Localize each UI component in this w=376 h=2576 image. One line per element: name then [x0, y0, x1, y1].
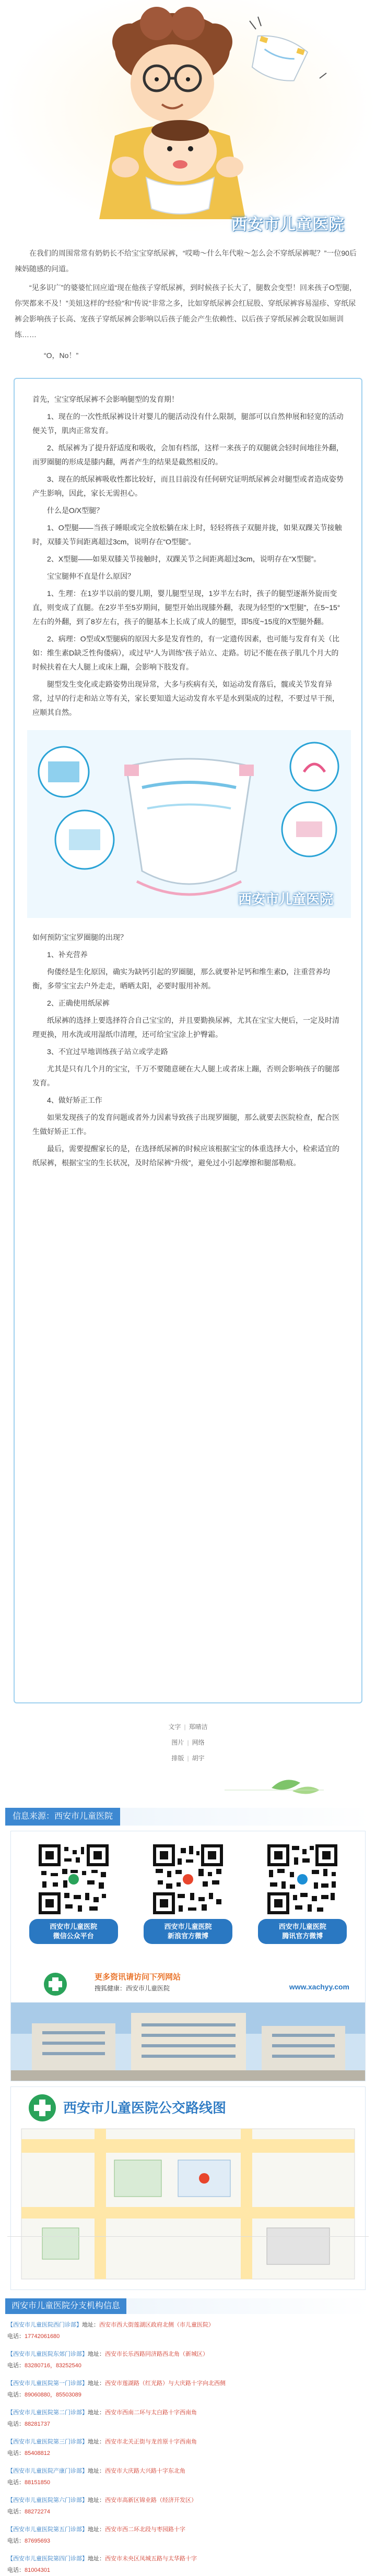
branch-name-row	[7, 2436, 369, 2448]
branch-address: 西安市大庆路大兴路十字东北角	[105, 2468, 185, 2474]
hospital-logo-icon	[27, 2092, 58, 2124]
branch-name-row	[7, 2553, 369, 2565]
addr-label: 地址：	[88, 2497, 105, 2503]
addr-label: 地址：	[82, 2322, 99, 2328]
branch-list	[0, 2314, 376, 2576]
qr-caption-line2: 腾讯官方微博	[282, 1932, 323, 1940]
branch-phone[interactable]: 17742061680	[25, 2333, 60, 2340]
map-image	[21, 2129, 355, 2279]
addr-label: 地址：	[88, 2380, 105, 2387]
branch-address: 西安市莲湖路（红光路）与大庆路十字向北西侧	[105, 2380, 226, 2387]
branch-name-row	[7, 2378, 369, 2389]
article-subheading-ox: 什么是O/X型腿？	[47, 506, 104, 515]
branch-address: 西安市未央区凤城五路与太华路十字	[105, 2556, 197, 2562]
qr-code-icon[interactable]	[151, 1843, 225, 1916]
hospital-logo-icon	[27, 1971, 84, 1997]
source-label: 信息来源：西安市儿童医院	[5, 1808, 120, 1826]
branch-bar	[5, 2298, 371, 2314]
article-subheading-why: 宝宝腿伸不直是什么原因？	[47, 572, 135, 580]
qr-caption-sina	[144, 1919, 232, 1944]
branch-phone[interactable]: 88272274	[25, 2509, 50, 2515]
branch-name-row	[7, 2407, 369, 2418]
hospital-card	[10, 1831, 366, 2081]
article-p9: 1、生理：在1岁半以前的婴儿期，婴儿腿型呈现，1岁半左右时，孩子的腿型逐渐外旋而变直，则变成了直腿。在2岁半至5岁期间，腿型开始出现膝外翻，表现为轻型的“X型腿”，在5~15°左右的外翻，到了8岁左右，孩子的腿基本上长成了成人的腿型，即5度~15度的X型腿外翻。	[32, 589, 340, 626]
branch-address: 西安市西大街莲湖区政府北侧（市儿童医院）	[99, 2322, 214, 2328]
qr-code-icon[interactable]	[266, 1843, 339, 1916]
article-p20: 如果发现孩子的发育问题或者外力因素导致孩子出现罗圈腿，那么就要去医院检查，配合医生做好矫正工作。	[32, 1113, 339, 1136]
addr-label: 地址：	[88, 2439, 105, 2445]
credit-layout	[0, 1750, 376, 1766]
list-item	[7, 2319, 369, 2342]
separator: |	[187, 1739, 189, 1746]
branch-phone[interactable]: 85408812	[25, 2450, 50, 2456]
list-item	[7, 2553, 369, 2576]
website-link[interactable]: www.xachyy.com	[289, 1983, 349, 1991]
list-item	[7, 2436, 369, 2459]
grandma-baby-illustration	[0, 0, 376, 245]
tel-label: 电话：	[7, 2421, 25, 2427]
branch-tel-row	[7, 2565, 369, 2576]
credit-author-pic: 网络	[192, 1739, 205, 1746]
qr-caption-line1: 西安市儿童医院	[278, 1923, 326, 1930]
intro-exclaim: “O，No！”	[44, 351, 79, 360]
qr-caption-line2: 微信公众平台	[53, 1932, 94, 1940]
tel-label: 电话：	[7, 2392, 25, 2398]
credits	[0, 1719, 376, 1766]
branch-name: 【西安市儿童医院第一门诊部】	[7, 2380, 88, 2387]
tel-label: 电话：	[7, 2479, 25, 2486]
credit-author-text: 郑晴洁	[189, 1723, 208, 1731]
addr-label: 地址：	[88, 2468, 105, 2474]
leaf-decoration	[0, 1772, 376, 1798]
hospital-building-photo	[11, 2002, 365, 2081]
tel-label: 电话：	[7, 2363, 25, 2369]
branch-phone[interactable]: 89060880，85503089	[25, 2392, 81, 2398]
qr-caption-line2: 新浪官方微博	[167, 1932, 208, 1940]
branch-name: 【西安市儿童医院第四门诊部】	[7, 2556, 88, 2562]
building-image	[11, 2002, 365, 2081]
separator: |	[187, 1755, 189, 1762]
branch-name-row	[7, 2319, 369, 2331]
branch-tel-row	[7, 2360, 369, 2371]
branch-name-row	[7, 2465, 369, 2477]
credit-label-text: 文字	[168, 1723, 181, 1731]
qr-block-wechat	[29, 1843, 118, 1944]
article-subheading-prevent: 如何预防宝宝罗圈腿的出现？	[32, 933, 127, 941]
diaper-watermark: 西安市儿童医院	[238, 891, 333, 907]
diaper-image	[27, 730, 349, 918]
article-box	[14, 378, 362, 1703]
credit-label-layout: 排版	[171, 1755, 184, 1762]
leaf-icon	[0, 1772, 376, 1798]
article-p7: 2、X型腿——如果双膝关节接触时，双踝关节之间距离超过3cm，说明存在“X型腿”。	[47, 555, 321, 563]
qr-code-icon[interactable]	[37, 1843, 110, 1916]
article-p15: 2、正确使用纸尿裤	[47, 999, 110, 1007]
credit-text	[0, 1719, 376, 1735]
more-info-title: 更多资讯请访问下列网站	[95, 1973, 181, 1982]
list-item	[7, 2495, 369, 2518]
source-bar	[5, 1808, 371, 1826]
branch-phone[interactable]: 81004301	[25, 2567, 50, 2573]
branch-name-row	[7, 2348, 369, 2360]
intro-section	[0, 245, 376, 363]
tel-label: 电话：	[7, 2538, 25, 2544]
branch-name-row	[7, 2524, 369, 2535]
article-p13: 1、补充营养	[47, 950, 88, 959]
branch-address: 西安市西二环北段与枣园路十字	[105, 2526, 185, 2533]
branch-label: 西安市儿童医院分支机构信息	[5, 2298, 126, 2314]
diaper-feature-graphic	[27, 730, 351, 918]
tel-label: 电话：	[7, 2567, 25, 2573]
branch-phone[interactable]: 83280716，83252540	[25, 2363, 81, 2369]
qr-block-tencent	[258, 1843, 347, 1944]
article-p2: 1、现在的一次性纸尿裤设计对婴儿的腿活动没有什么限制，腿部可以自然伸展和轻宽的活动便关节，肌肉正常发育。	[32, 412, 344, 435]
addr-label: 地址：	[88, 2410, 105, 2416]
tel-label: 电话：	[7, 2333, 25, 2340]
branch-name: 【西安市儿童医院第三门诊部】	[7, 2439, 88, 2445]
article-p16: 纸尿裤的选择上要选择符合自己宝宝的，并且要勤换尿裤，尤其在宝宝大便后，一定及时清理更换，用水洗或用湿纸巾清理，还可给宝宝涂上护臀霜。	[32, 1016, 339, 1039]
article-p14: 佝偻经是生化原因，确实为缺钙引起的罗圈腿，那么就要补足钙和维生素D，注重营养均衡，多带宝宝去户外走走，晒晒太阳，必要时服用补剂。	[32, 968, 331, 990]
map-area	[21, 2129, 355, 2279]
article-p18: 尤其是只有几个月的宝宝，千万不要随意硬在大人腿上或者床上蹦，否则会影响孩子的腿部发育。	[32, 1065, 339, 1087]
hero-watermark: 西安市儿童医院	[231, 216, 345, 233]
article-p11: 腿型发生变化或走路姿势出现异常，大多与疾病有关，如运动发育落后，髋或关节发育异常，过早的行走和站立等有关，家长要知道大运动发育水平是水到渠成的过程，不要过早干预，应顺其自然。	[32, 680, 339, 717]
branch-name: 【西安市儿童医院东郊门诊部】	[7, 2351, 88, 2357]
article-p6: 1、O型腿——当孩子睡眼或完全放松躺在床上时，轻轻将孩子双腿并拢，如果双踝关节接触时，双膝关节间距离超过3cm，说明存在“O型腿”。	[32, 523, 342, 546]
article-p17: 3、不宜过早地训练孩子站立或学走路	[47, 1047, 168, 1056]
branch-address: 西安市长乐西路同济路西北角（新城区）	[105, 2351, 208, 2357]
addr-label: 地址：	[88, 2351, 105, 2357]
branch-tel-row	[7, 2389, 369, 2401]
qr-caption-wechat	[29, 1919, 118, 1944]
list-item	[7, 2465, 369, 2488]
branch-tel-row	[7, 2331, 369, 2342]
list-item	[7, 2348, 369, 2371]
list-item	[7, 2524, 369, 2547]
branch-name: 【西安市儿童医院第二门诊部】	[7, 2410, 88, 2416]
branch-name: 【西安市儿童医院产康门诊部】	[7, 2468, 88, 2474]
branch-address: 西安市高新区锦业路（经济开发区）	[105, 2497, 197, 2503]
intro-paragraph-1: 在我们的周围常常有奶奶长不给宝宝穿纸尿裤，“哎呦～什么年代啦～怎么会不穿纸尿裤呢？”一位90后辣妈随感的问道。	[15, 249, 357, 273]
branch-tel-row	[7, 2418, 369, 2430]
branch-name: 【西安市儿童医院第五门诊部】	[7, 2526, 88, 2533]
credit-label-pic: 图片	[171, 1739, 184, 1746]
footer-divider	[7, 2236, 369, 2237]
branch-name: 【西安市儿童医院西门诊部】	[7, 2322, 82, 2328]
article-p4: 3、现在的纸尿裤吸收性都比较好，而且目前没有任何研究证明纸尿裤会对腿型或者造成姿势产生影响，因此，家长无需担心。	[32, 475, 344, 497]
tel-label: 电话：	[7, 2509, 25, 2515]
more-info-sohu: 搜狐健康：西安市儿童医院	[95, 1985, 170, 1992]
list-item	[7, 2407, 369, 2430]
qr-caption-tencent	[258, 1919, 347, 1944]
branch-name-row	[7, 2495, 369, 2506]
map-title: 西安市儿童医院公交路线图	[63, 2100, 227, 2116]
credit-pic	[0, 1735, 376, 1750]
article-p10: 2、病理：O型或X型腿病的原因大多是发育性的，有一定遗传因素，也可能与发育有关（比如：维生素D缺乏性佝偻病），或过早“人为训练”孩子站立、走路。切记不能在孩子肌几个月大的时候扶着在大人腿上或床上蹦，会影响下肢发育。	[32, 635, 340, 671]
branch-name: 【西安市儿童医院第六门诊部】	[7, 2497, 88, 2503]
branch-tel-row	[7, 2477, 369, 2488]
branch-address: 西安市西南二环与太白路十字西南角	[105, 2410, 197, 2416]
addr-label: 地址：	[88, 2556, 105, 2562]
branch-address: 西安市北关正街与龙首原十字西南角	[105, 2439, 197, 2445]
tel-label: 电话：	[7, 2450, 25, 2456]
separator: |	[184, 1723, 186, 1731]
intro-paragraph-2: “见多识广”的婆婆忙回应道“现在他孩子穿纸尿裤，到时候孩子长大了，腿数会变型！回来孩子O型腿，你哭都来不及！”美妞这样的“经验”和“传说”非常之多，比如穿纸尿裤会红屁股、穿纸尿裤容易湿疹、穿纸尿裤会影响孩子长高、宠孩子穿纸尿裤会影响以后孩子能会产生依赖性、以后孩子穿纸尿裤会耽误如厕训练……	[15, 283, 357, 339]
branch-phone[interactable]: 87695693	[25, 2538, 50, 2544]
qr-caption-line1: 西安市儿童医院	[164, 1923, 212, 1930]
more-info	[27, 1971, 349, 1997]
addr-label: 地址：	[88, 2526, 105, 2533]
article-p19: 4、做好矫正工作	[47, 1096, 102, 1104]
branch-phone[interactable]: 88281737	[25, 2421, 50, 2427]
branch-tel-row	[7, 2448, 369, 2459]
branch-tel-row	[7, 2535, 369, 2547]
article-p3: 2、纸尿裤为了提升舒适度和吸收，会加有档部，这样一来孩子的双腿就会轻时间地往外翻，而罗圈腿的形成是膝内翻，两者产生的结果是截然相反的。	[32, 444, 344, 466]
branch-tel-row	[7, 2506, 369, 2518]
qr-row	[11, 1831, 365, 1944]
list-item	[7, 2378, 369, 2401]
credit-author-layout: 胡宇	[192, 1755, 205, 1762]
hero-illustration	[0, 0, 376, 245]
article-p21: 最后，需要提醒家长的是，在选择纸尿裤的时候应该根据宝宝的体重选择大小，检索适宜的纸尿裤，根据宝宝的生长状况，及时给尿裤“升级”，避免过小引起摩擦和腿部勒痕。	[32, 1144, 339, 1167]
qr-block-sina	[144, 1843, 232, 1944]
branch-phone[interactable]: 88151850	[25, 2479, 50, 2486]
article-heading: 首先，宝宝穿纸尿裤不会影响腿型的发育期！	[32, 395, 179, 403]
bus-map-card	[10, 2086, 366, 2290]
qr-caption-line1: 西安市儿童医院	[50, 1923, 98, 1930]
